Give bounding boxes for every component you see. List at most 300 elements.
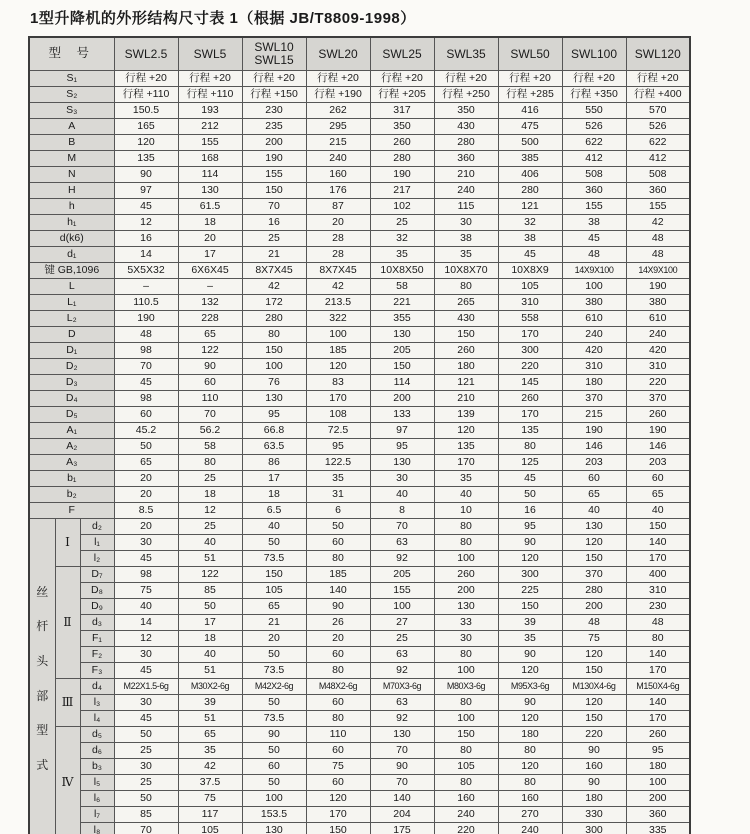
cell: 58 <box>370 279 434 295</box>
cell: 85 <box>178 583 242 599</box>
cell: 12 <box>114 215 178 231</box>
cell: 108 <box>306 407 370 423</box>
row-label: D₂ <box>29 359 114 375</box>
cell: 85 <box>114 807 178 823</box>
cell: 80 <box>626 631 690 647</box>
column-header: SWL50 <box>498 37 562 71</box>
cell: 360 <box>626 807 690 823</box>
table-row <box>29 615 690 631</box>
cell: 86 <box>242 455 306 471</box>
cell: 35 <box>178 743 242 759</box>
cell: 370 <box>626 391 690 407</box>
group-numeral: Ⅲ <box>55 679 80 727</box>
row-label: B <box>29 135 114 151</box>
cell: 146 <box>562 439 626 455</box>
table-row <box>29 679 690 695</box>
cell: 100 <box>562 279 626 295</box>
cell: 65 <box>178 727 242 743</box>
cell: 190 <box>626 423 690 439</box>
cell: 33 <box>434 615 498 631</box>
cell: 51 <box>178 663 242 679</box>
cell: 50 <box>498 487 562 503</box>
table-row <box>29 135 690 151</box>
cell: 180 <box>562 375 626 391</box>
cell: 526 <box>562 119 626 135</box>
row-label: l₄ <box>80 711 114 727</box>
cell: 51 <box>178 711 242 727</box>
cell: 114 <box>178 167 242 183</box>
cell: 38 <box>498 231 562 247</box>
row-label: l₇ <box>80 807 114 823</box>
cell: 97 <box>114 183 178 199</box>
section-side-label <box>29 519 55 834</box>
cell: 45 <box>114 711 178 727</box>
row-label: A₁ <box>29 423 114 439</box>
cell: 295 <box>306 119 370 135</box>
cell: 75 <box>178 791 242 807</box>
table-row <box>29 567 690 583</box>
cell: M150X4-6g <box>626 679 690 695</box>
cell: 30 <box>114 759 178 775</box>
cell: 48 <box>562 615 626 631</box>
cell: 120 <box>498 759 562 775</box>
cell: 50 <box>242 775 306 791</box>
table-row <box>29 375 690 391</box>
cell: 行程 +190 <box>306 87 370 103</box>
cell: 120 <box>562 695 626 711</box>
cell: 18 <box>178 631 242 647</box>
cell: 170 <box>626 663 690 679</box>
screw-head-type-section <box>29 519 690 834</box>
cell: 45 <box>114 663 178 679</box>
cell: 38 <box>562 215 626 231</box>
cell: 40 <box>178 535 242 551</box>
row-label: F <box>29 503 114 519</box>
row-label: D₄ <box>29 391 114 407</box>
row-label: d₃ <box>80 615 114 631</box>
cell: 370 <box>562 391 626 407</box>
header-row <box>29 37 690 71</box>
cell: 220 <box>434 823 498 834</box>
cell: 行程 +400 <box>626 87 690 103</box>
cell: 170 <box>306 391 370 407</box>
cell: 130 <box>370 727 434 743</box>
vertical-char: 部 <box>36 688 49 703</box>
cell: 25 <box>370 631 434 647</box>
cell: 130 <box>370 327 434 343</box>
cell: 40 <box>242 519 306 535</box>
cell: 416 <box>498 103 562 119</box>
cell: 150 <box>498 599 562 615</box>
cell: 350 <box>434 103 498 119</box>
cell: 430 <box>434 119 498 135</box>
cell: 105 <box>498 279 562 295</box>
cell: M95X3-6g <box>498 679 562 695</box>
row-label: N <box>29 167 114 183</box>
cell: 310 <box>626 359 690 375</box>
cell: 50 <box>242 695 306 711</box>
cell: 60 <box>626 471 690 487</box>
cell: 360 <box>562 183 626 199</box>
cell: 558 <box>498 311 562 327</box>
table-row <box>29 599 690 615</box>
cell: M130X4-6g <box>562 679 626 695</box>
cell: 行程 +285 <box>498 87 562 103</box>
cell: 35 <box>434 247 498 263</box>
cell: 35 <box>370 247 434 263</box>
cell: 20 <box>178 231 242 247</box>
cell: 213.5 <box>306 295 370 311</box>
cell: 60 <box>306 695 370 711</box>
cell: 160 <box>562 759 626 775</box>
cell: 87 <box>306 199 370 215</box>
cell: 100 <box>306 327 370 343</box>
table-row <box>29 103 690 119</box>
cell: 35 <box>434 471 498 487</box>
cell: 60 <box>562 471 626 487</box>
cell: 317 <box>370 103 434 119</box>
cell: 120 <box>306 791 370 807</box>
cell: 51 <box>178 551 242 567</box>
table-row <box>29 471 690 487</box>
cell: 260 <box>626 407 690 423</box>
cell: 45 <box>114 375 178 391</box>
cell: 16 <box>242 215 306 231</box>
cell: 50 <box>242 647 306 663</box>
cell: 92 <box>370 551 434 567</box>
cell: 97 <box>370 423 434 439</box>
cell: 105 <box>434 759 498 775</box>
row-label: l₂ <box>80 551 114 567</box>
cell: 203 <box>562 455 626 471</box>
column-header: SWL20 <box>306 37 370 71</box>
cell: M42X2-6g <box>242 679 306 695</box>
cell: 80 <box>434 775 498 791</box>
cell: 80 <box>306 711 370 727</box>
cell: 80 <box>306 663 370 679</box>
table-row <box>29 759 690 775</box>
cell: 622 <box>562 135 626 151</box>
table-row <box>29 359 690 375</box>
cell: 155 <box>370 583 434 599</box>
cell: 170 <box>626 711 690 727</box>
table-row <box>29 391 690 407</box>
table-header <box>29 37 690 71</box>
cell: 140 <box>306 583 370 599</box>
cell: 150 <box>370 359 434 375</box>
cell: 170 <box>434 455 498 471</box>
cell: 240 <box>498 823 562 834</box>
table-row <box>29 87 690 103</box>
cell: 90 <box>306 599 370 615</box>
cell: 66.8 <box>242 423 306 439</box>
row-label: 键 GB,1096 <box>29 263 114 279</box>
cell: 265 <box>434 295 498 311</box>
cell: 45 <box>498 247 562 263</box>
cell: 40 <box>562 503 626 519</box>
column-header: SWL5 <box>178 37 242 71</box>
row-label: l₅ <box>80 775 114 791</box>
cell: 25 <box>114 775 178 791</box>
row-label: F₂ <box>80 647 114 663</box>
cell: 65 <box>242 599 306 615</box>
cell: 355 <box>370 311 434 327</box>
cell: 228 <box>178 311 242 327</box>
cell: 35 <box>306 471 370 487</box>
cell: 80 <box>434 647 498 663</box>
cell: 6.5 <box>242 503 306 519</box>
cell: 14X9X100 <box>626 263 690 279</box>
cell: 70 <box>370 743 434 759</box>
cell: 400 <box>626 567 690 583</box>
cell: 150 <box>562 711 626 727</box>
row-label: S₁ <box>29 71 114 87</box>
cell: 121 <box>434 375 498 391</box>
cell: 100 <box>242 359 306 375</box>
cell: 行程 +20 <box>370 71 434 87</box>
cell: 110 <box>178 391 242 407</box>
cell: 260 <box>434 343 498 359</box>
cell: 350 <box>370 119 434 135</box>
cell: 205 <box>370 343 434 359</box>
cell: 8 <box>370 503 434 519</box>
table-row <box>29 503 690 519</box>
cell: 75 <box>306 759 370 775</box>
cell: 45 <box>114 551 178 567</box>
cell: 210 <box>434 167 498 183</box>
cell: 63 <box>370 647 434 663</box>
cell: 180 <box>562 791 626 807</box>
cell: 270 <box>498 807 562 823</box>
cell: 98 <box>114 567 178 583</box>
cell: 180 <box>434 359 498 375</box>
cell: 430 <box>434 311 498 327</box>
group-numeral: Ⅰ <box>55 519 80 567</box>
cell: 204 <box>370 807 434 823</box>
table-row <box>29 151 690 167</box>
cell: 120 <box>114 135 178 151</box>
cell: 76 <box>242 375 306 391</box>
cell: 125 <box>498 455 562 471</box>
row-label: L₂ <box>29 311 114 327</box>
cell: 135 <box>114 151 178 167</box>
cell: 150 <box>306 823 370 834</box>
cell: 80 <box>434 695 498 711</box>
column-header: SWL120 <box>626 37 690 71</box>
cell: 100 <box>434 663 498 679</box>
column-header: SWL100 <box>562 37 626 71</box>
cell: 80 <box>178 455 242 471</box>
cell: 14X9X100 <box>562 263 626 279</box>
cell: 114 <box>370 375 434 391</box>
cell: 20 <box>114 471 178 487</box>
cell: 330 <box>562 807 626 823</box>
cell: 行程 +20 <box>562 71 626 87</box>
cell: 120 <box>498 551 562 567</box>
cell: 140 <box>370 791 434 807</box>
cell: 122.5 <box>306 455 370 471</box>
cell: 80 <box>434 279 498 295</box>
table-row <box>29 423 690 439</box>
row-label: A <box>29 119 114 135</box>
cell: 30 <box>434 631 498 647</box>
table-row <box>29 695 690 711</box>
cell: 160 <box>306 167 370 183</box>
cell: 132 <box>178 295 242 311</box>
cell: 412 <box>562 151 626 167</box>
vertical-char: 型 <box>36 723 49 738</box>
cell: 行程 +20 <box>434 71 498 87</box>
cell: 50 <box>114 439 178 455</box>
cell: 80 <box>498 439 562 455</box>
cell: 130 <box>242 823 306 834</box>
cell: 102 <box>370 199 434 215</box>
table-row <box>29 727 690 743</box>
cell: 115 <box>434 199 498 215</box>
cell: 20 <box>114 519 178 535</box>
cell: 70 <box>114 823 178 834</box>
vertical-text <box>31 519 54 834</box>
cell: 39 <box>178 695 242 711</box>
cell: 63.5 <box>242 439 306 455</box>
cell: 150 <box>242 343 306 359</box>
cell: 172 <box>242 295 306 311</box>
cell: 406 <box>498 167 562 183</box>
cell: 133 <box>370 407 434 423</box>
cell: 80 <box>434 535 498 551</box>
row-label: D₇ <box>80 567 114 583</box>
table-row <box>29 823 690 834</box>
cell: 61.5 <box>178 199 242 215</box>
cell: 153.5 <box>242 807 306 823</box>
cell: 500 <box>498 135 562 151</box>
table-row <box>29 455 690 471</box>
cell: – <box>114 279 178 295</box>
cell: 240 <box>306 151 370 167</box>
cell: 212 <box>178 119 242 135</box>
row-label: S₂ <box>29 87 114 103</box>
cell: 12 <box>178 503 242 519</box>
cell: 150 <box>562 663 626 679</box>
cell: 12 <box>114 631 178 647</box>
row-label: d₁ <box>29 247 114 263</box>
cell: 90 <box>242 727 306 743</box>
cell: 42 <box>306 279 370 295</box>
cell: 行程 +20 <box>114 71 178 87</box>
cell: 360 <box>434 151 498 167</box>
table-row <box>29 71 690 87</box>
cell: 27 <box>370 615 434 631</box>
table-row <box>29 231 690 247</box>
cell: 90 <box>498 647 562 663</box>
cell: 220 <box>626 375 690 391</box>
cell: 60 <box>306 535 370 551</box>
cell: 80 <box>242 327 306 343</box>
cell: 40 <box>434 487 498 503</box>
cell: 90 <box>498 535 562 551</box>
cell: 行程 +205 <box>370 87 434 103</box>
cell: 31 <box>306 487 370 503</box>
cell: 8.5 <box>114 503 178 519</box>
page-title: 1型升降机的外形结构尺寸表 1（根据 JB/T8809-1998） <box>30 10 416 27</box>
cell: 190 <box>370 167 434 183</box>
cell: 16 <box>114 231 178 247</box>
row-label: D <box>29 327 114 343</box>
cell: 150 <box>626 519 690 535</box>
row-label: l₆ <box>80 791 114 807</box>
cell: 610 <box>626 311 690 327</box>
cell: 230 <box>242 103 306 119</box>
row-label: S₃ <box>29 103 114 119</box>
group-numeral: Ⅳ <box>55 727 80 834</box>
cell: 200 <box>242 135 306 151</box>
cell: 16 <box>498 503 562 519</box>
cell: 37.5 <box>178 775 242 791</box>
cell: 130 <box>434 599 498 615</box>
row-label: D₁ <box>29 343 114 359</box>
cell: 17 <box>242 471 306 487</box>
cell: 140 <box>626 535 690 551</box>
cell: 48 <box>626 231 690 247</box>
cell: 203 <box>626 455 690 471</box>
cell: 180 <box>626 759 690 775</box>
cell: 73.5 <box>242 711 306 727</box>
table-row <box>29 743 690 759</box>
cell: 18 <box>178 487 242 503</box>
cell: 90 <box>370 759 434 775</box>
cell: 39 <box>498 615 562 631</box>
row-label: b₂ <box>29 487 114 503</box>
column-header: SWL35 <box>434 37 498 71</box>
cell: 30 <box>434 215 498 231</box>
vertical-char: 杆 <box>36 619 49 634</box>
cell: 80 <box>434 519 498 535</box>
cell: 90 <box>562 743 626 759</box>
cell: 20 <box>114 487 178 503</box>
cell: 168 <box>178 151 242 167</box>
cell: 185 <box>306 343 370 359</box>
row-label: h <box>29 199 114 215</box>
cell: 60 <box>306 775 370 791</box>
cell: 18 <box>242 487 306 503</box>
cell: 262 <box>306 103 370 119</box>
row-label: L <box>29 279 114 295</box>
cell: 100 <box>242 791 306 807</box>
cell: 200 <box>626 791 690 807</box>
cell: 95 <box>498 519 562 535</box>
cell: 72.5 <box>306 423 370 439</box>
cell: 65 <box>626 487 690 503</box>
cell: 120 <box>562 535 626 551</box>
cell: 38 <box>434 231 498 247</box>
cell: 105 <box>242 583 306 599</box>
cell: 508 <box>626 167 690 183</box>
cell: 322 <box>306 311 370 327</box>
cell: 280 <box>498 183 562 199</box>
cell: 6X6X45 <box>178 263 242 279</box>
row-label: D₉ <box>80 599 114 615</box>
cell: 205 <box>370 567 434 583</box>
cell: 行程 +350 <box>562 87 626 103</box>
table-row <box>29 327 690 343</box>
vertical-char: 式 <box>36 757 49 772</box>
cell: 70 <box>242 199 306 215</box>
cell: 70 <box>370 775 434 791</box>
cell: 45.2 <box>114 423 178 439</box>
vertical-char: 头 <box>36 653 49 668</box>
cell: 行程 +150 <box>242 87 306 103</box>
cell: 5X5X32 <box>114 263 178 279</box>
